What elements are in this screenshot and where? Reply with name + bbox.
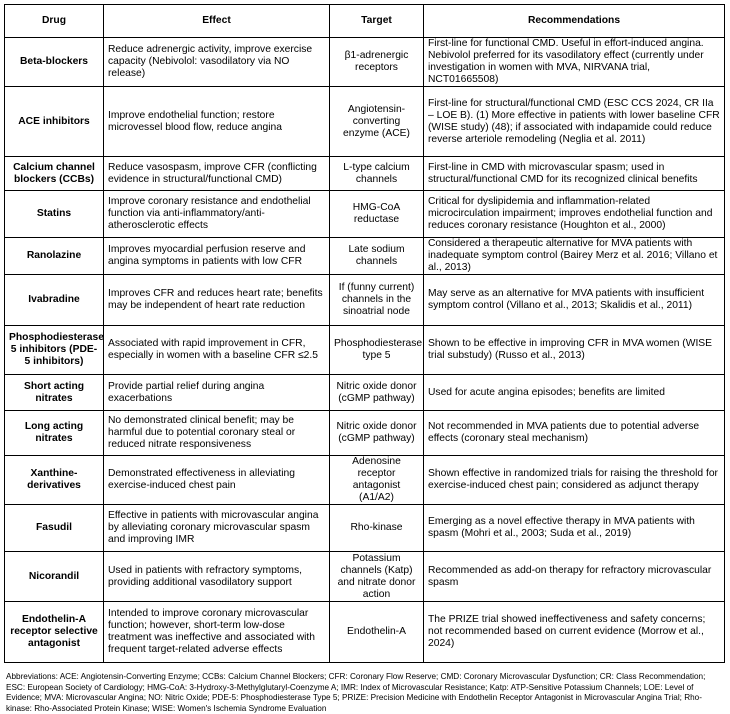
recommendation-cell: Shown effective in randomized trials for raising the threshold for exercise-induced chest pain; considered as adjunct therapy — [424, 456, 725, 505]
target-cell: Potassium channels (Katp) and nitrate donor action — [330, 552, 424, 602]
recommendation-cell: May serve as an alternative for MVA patients with insufficient symptom control (Villano et al., 2013; Skalidis et al., 2011) — [424, 275, 725, 326]
header-drug: Drug — [5, 5, 104, 38]
table-row — [5, 275, 725, 326]
recommendation-cell: Emerging as a novel effective therapy in MVA patients with spasm (Mohri et al., 2003; Suda et al., 2019) — [424, 505, 725, 552]
abbreviations-footnote: Abbreviations: ACE: Angiotensin-Converting Enzyme; CCBs: Calcium Channel Blockers; CFR: Coronary Flow Reserve; CMD: Coronary Microvascular Dysfunction; CR: Class Recommendation; ESC: European Society of Cardiology; HMG-CoA: 3-Hydroxy-3-Methylglutaryl-Coenzyme A; IMR: Index of Microvascular Resistance; Katp: ATP-Sensitive Potassium Channels; LOE: Level of Evidence; MVA: Microvascular Angina; NO: Nitric Oxide; PDE-5: Phosphodiesterase Type 5; PRIZE: Precision Medicine with Endothelin Receptor Antagonist in Microvascular Angina Trial; Rho-kinase: Rho-Associated Protein Kinase; WISE: Women's Ischemia Syndrome Evaluation — [6, 672, 706, 713]
table-row — [5, 411, 725, 456]
target-cell: Endothelin-A — [330, 602, 424, 663]
table-row — [5, 326, 725, 375]
drug-cell: Long acting nitrates — [5, 411, 104, 456]
drug-cell: Ranolazine — [5, 238, 104, 275]
table-row — [5, 238, 725, 275]
drug-cell: Calcium channel blockers (CCBs) — [5, 157, 104, 191]
effect-cell: Provide partial relief during angina exacerbations — [104, 375, 330, 411]
table-row — [5, 375, 725, 411]
effect-cell: No demonstrated clinical benefit; may be harmful due to potential coronary steal or reduced nitrate responsiveness — [104, 411, 330, 456]
drug-cell: Statins — [5, 191, 104, 238]
recommendation-cell: Recommended as add-on therapy for refractory microvascular spasm — [424, 552, 725, 602]
effect-cell: Improve coronary resistance and endothelial function via anti-inflammatory/anti-atherosclerotic effects — [104, 191, 330, 238]
recommendation-cell: First-line for functional CMD. Useful in effort-induced angina. Nebivolol preferred for its vasodilatory effect (currently under investigation in women with MVA, NIRVANA trial, NCT01665508) — [424, 38, 725, 87]
drug-cell: Phosphodiesterase 5 inhibitors (PDE-5 inhibitors) — [5, 326, 104, 375]
drug-cell: Nicorandil — [5, 552, 104, 602]
target-cell: Rho-kinase — [330, 505, 424, 552]
target-cell: β1-adrenergic receptors — [330, 38, 424, 87]
effect-cell: Improves myocardial perfusion reserve and angina symptoms in patients with low CFR — [104, 238, 330, 275]
drug-cell: Short acting nitrates — [5, 375, 104, 411]
table-row — [5, 87, 725, 157]
table-row — [5, 602, 725, 663]
recommendation-cell: First-line for structural/functional CMD (ESC CCS 2024, CR IIa – LOE B). (1) More effective in patients with lower baseline CFR (WISE study) (48); if associated with indapamide could reduce reverse arteriole remodeling (Neglia et al. 2011) — [424, 87, 725, 157]
drug-cell: ACE inhibitors — [5, 87, 104, 157]
target-cell: Adenosine receptor antagonist (A1/A2) — [330, 456, 424, 505]
effect-cell: Intended to improve coronary microvascular function; however, short-term low-dose treatment was ineffective and associated with frequent target-related adverse effects — [104, 602, 330, 663]
effect-cell: Demonstrated effectiveness in alleviating exercise-induced chest pain — [104, 456, 330, 505]
effect-cell: Reduce adrenergic activity, improve exercise capacity (Nebivolol: vasodilatory via NO release) — [104, 38, 330, 87]
recommendation-cell: The PRIZE trial showed ineffectiveness and safety concerns; not recommended based on current evidence (Morrow et al., 2024) — [424, 602, 725, 663]
recommendation-cell: Used for acute angina episodes; benefits are limited — [424, 375, 725, 411]
drug-cell: Beta-blockers — [5, 38, 104, 87]
effect-cell: Improve endothelial function; restore microvessel blood flow, reduce angina — [104, 87, 330, 157]
drug-cell: Ivabradine — [5, 275, 104, 326]
effect-cell: Reduce vasospasm, improve CFR (conflicting evidence in structural/functional CMD) — [104, 157, 330, 191]
target-cell: If (funny current) channels in the sinoatrial node — [330, 275, 424, 326]
target-cell: HMG-CoA reductase — [330, 191, 424, 238]
table-row — [5, 38, 725, 87]
drug-table — [4, 4, 725, 663]
target-cell: Nitric oxide donor (cGMP pathway) — [330, 411, 424, 456]
effect-cell: Used in patients with refractory symptoms, providing additional vasodilatory support — [104, 552, 330, 602]
table-row — [5, 552, 725, 602]
recommendation-cell: Not recommended in MVA patients due to potential adverse effects (coronary steal mechanism) — [424, 411, 725, 456]
table-row — [5, 157, 725, 191]
recommendation-cell: Shown to be effective in improving CFR in MVA women (WISE trial substudy) (Russo et al., 2013) — [424, 326, 725, 375]
drug-cell: Fasudil — [5, 505, 104, 552]
target-cell: Angiotensin-converting enzyme (ACE) — [330, 87, 424, 157]
recommendation-cell: Critical for dyslipidemia and inflammation-related microcirculation impairment; improves endothelial function and reduces coronary resistance (Houghton et al., 2000) — [424, 191, 725, 238]
drug-cell: Endothelin-A receptor selective antagonist — [5, 602, 104, 663]
table-row — [5, 505, 725, 552]
target-cell: Late sodium channels — [330, 238, 424, 275]
header-recommendations: Recommendations — [424, 5, 725, 38]
effect-cell: Improves CFR and reduces heart rate; benefits may be independent of heart rate reduction — [104, 275, 330, 326]
header-effect: Effect — [104, 5, 330, 38]
table-row — [5, 191, 725, 238]
recommendation-cell: First-line in CMD with microvascular spasm; used in structural/functional CMD for its recognized clinical benefits — [424, 157, 725, 191]
recommendation-cell: Considered a therapeutic alternative for MVA patients with inadequate symptom control (Bairey Merz et al. 2016; Villano et al., 2013) — [424, 238, 725, 275]
header-row — [5, 5, 725, 38]
table-row — [5, 456, 725, 505]
target-cell: L-type calcium channels — [330, 157, 424, 191]
target-cell: Phosphodiesterase type 5 — [330, 326, 424, 375]
drug-cell: Xanthine-derivatives — [5, 456, 104, 505]
effect-cell: Associated with rapid improvement in CFR, especially in women with a baseline CFR ≤2.5 — [104, 326, 330, 375]
effect-cell: Effective in patients with microvascular angina by alleviating coronary microvascular spasm and improving IMR — [104, 505, 330, 552]
header-target: Target — [330, 5, 424, 38]
target-cell: Nitric oxide donor (cGMP pathway) — [330, 375, 424, 411]
